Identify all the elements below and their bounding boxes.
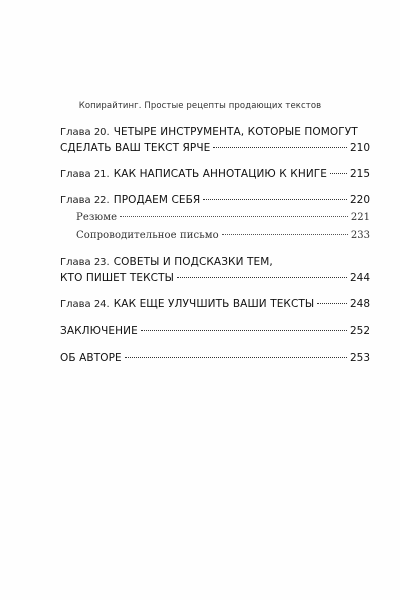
toc-line — [60, 350, 370, 366]
toc-line — [60, 140, 370, 156]
toc-entry-chapter-21[interactable] — [60, 166, 370, 182]
chapter-title: СОВЕТЫ И ПОДСКАЗКИ ТЕМ, — [113, 256, 273, 268]
chapter-number: Глава 21. — [60, 169, 110, 180]
dot-leader — [213, 147, 347, 148]
toc-line — [60, 296, 370, 312]
page-number: 244 — [349, 272, 370, 284]
toc-subentry-cover-letter[interactable] — [60, 228, 370, 244]
page-number: 252 — [349, 325, 370, 337]
toc-line — [60, 124, 370, 140]
toc-entry-chapter-22[interactable] — [60, 192, 370, 208]
running-header: Копирайтинг. Простые рецепты продающих текстов — [78, 101, 322, 111]
chapter-title: ПРОДАЕМ СЕБЯ — [113, 194, 201, 206]
toc-line — [60, 210, 370, 226]
toc-line — [60, 323, 370, 339]
page-number: 221 — [350, 212, 370, 223]
dot-leader — [125, 357, 347, 358]
page-number: 210 — [349, 142, 370, 154]
chapter-title: КАК ЕЩЕ УЛУЧШИТЬ ВАШИ ТЕКСТЫ — [113, 298, 315, 310]
chapter-number: Глава 20. — [60, 127, 110, 138]
dot-leader — [203, 199, 347, 200]
chapter-title: КАК НАПИСАТЬ АННОТАЦИЮ К КНИГЕ — [113, 168, 328, 180]
chapter-number: Глава 24. — [60, 299, 110, 310]
page-number: 233 — [350, 230, 370, 241]
page-number: 253 — [349, 352, 370, 364]
toc-line — [60, 166, 370, 182]
toc-line — [60, 254, 370, 270]
dot-leader — [120, 216, 348, 217]
page-number: 215 — [349, 168, 370, 180]
dot-leader — [317, 303, 347, 304]
toc-entry-chapter-20[interactable] — [60, 124, 370, 156]
page-number: 248 — [349, 298, 370, 310]
toc-line — [60, 228, 370, 244]
subsection-title: Резюме — [76, 212, 118, 223]
dot-leader — [222, 234, 348, 235]
toc-line — [60, 192, 370, 208]
section-title: ЗАКЛЮЧЕНИЕ — [60, 325, 138, 337]
toc-subentry-resume[interactable] — [60, 210, 370, 226]
toc-entry-chapter-24[interactable] — [60, 296, 370, 312]
toc-entry-conclusion[interactable] — [60, 323, 370, 339]
chapter-number: Глава 23. — [60, 257, 110, 268]
toc-entry-about-author[interactable] — [60, 350, 370, 366]
chapter-title-continued: КТО ПИШЕТ ТЕКСТЫ — [60, 272, 174, 284]
dot-leader — [330, 173, 347, 174]
dot-leader — [141, 330, 347, 331]
chapter-title-continued: СДЕЛАТЬ ВАШ ТЕКСТ ЯРЧЕ — [60, 142, 211, 154]
section-title: ОБ АВТОРЕ — [60, 352, 122, 364]
page-number: 220 — [349, 194, 370, 206]
toc-line — [60, 270, 370, 286]
toc-entry-chapter-23[interactable] — [60, 254, 370, 286]
chapter-title: ЧЕТЫРЕ ИНСТРУМЕНТА, КОТОРЫЕ ПОМОГУТ — [113, 126, 358, 138]
subsection-title: Сопроводительное письмо — [76, 230, 219, 241]
chapter-number: Глава 22. — [60, 195, 110, 206]
dot-leader — [177, 277, 347, 278]
